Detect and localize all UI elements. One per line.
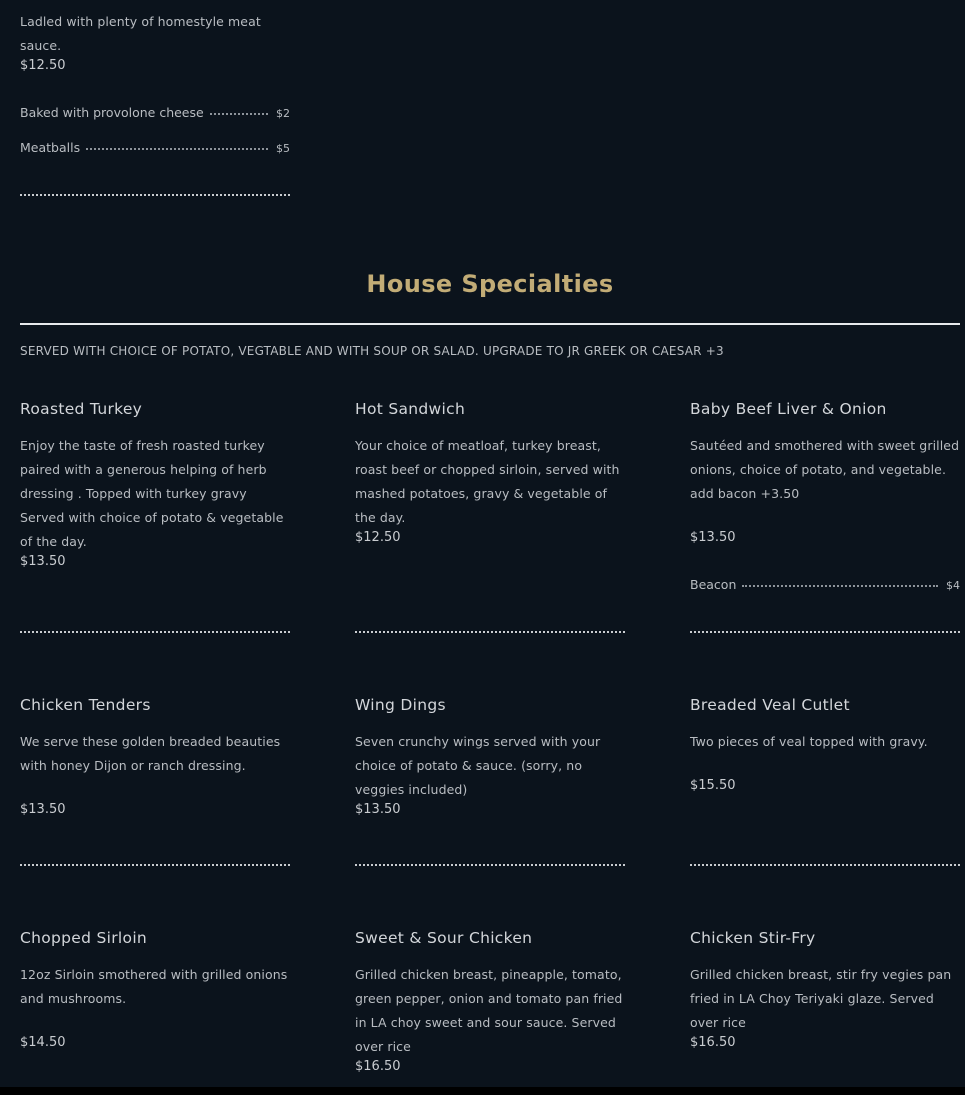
item-description: Two pieces of veal topped with gravy.: [690, 734, 928, 749]
item-price: $13.50: [20, 802, 66, 817]
item-price: $13.50: [355, 802, 401, 817]
item-description: Grilled chicken breast, stir fry vegies pan fried in LA Choy Teriyaki glaze. Served over rice: [690, 967, 952, 1030]
item-description: We serve these golden breaded beauties with honey Dijon or ranch dressing.: [20, 734, 281, 773]
item-description: Grilled chicken breast, pineapple, tomato, green pepper, onion and tomato pan fried in LA choy sweet and sour sauce. Served over rice: [355, 967, 623, 1054]
item-price: $13.50: [690, 530, 736, 545]
item-divider: [690, 864, 960, 866]
addon-label: Baked with provolone cheese: [20, 105, 204, 120]
item-price: $16.50: [355, 1059, 401, 1074]
item-divider: [690, 631, 960, 633]
dot-leader: [86, 148, 268, 150]
item-price: $16.50: [690, 1035, 736, 1050]
item-divider: [355, 864, 625, 866]
section-note: SERVED WITH CHOICE OF POTATO, VEGTABLE AND WITH SOUP OR SALAD. UPGRADE TO JR GREEK OR CAESAR +3: [20, 344, 724, 358]
section-title: House Specialties: [366, 270, 614, 298]
item-price: $12.50: [355, 530, 401, 545]
item-description: 12oz Sirloin smothered with grilled onions and mushrooms.: [20, 967, 288, 1006]
item-description: Seven crunchy wings served with your choice of potato & sauce. (sorry, no veggies included): [355, 734, 601, 797]
item-price: $14.50: [20, 1035, 66, 1050]
item-name: Wing Dings: [355, 696, 446, 714]
item-name: Chopped Sirloin: [20, 929, 148, 947]
item-name: Chicken Stir-Fry: [690, 929, 816, 947]
item-price: $15.50: [690, 778, 736, 793]
addon-label: Beacon: [690, 577, 737, 592]
addon-row: [20, 140, 290, 155]
dot-leader: [742, 585, 938, 587]
addon-price: $2: [276, 107, 290, 120]
addon-row: [690, 577, 960, 592]
top-item-description: Ladled with plenty of homestyle meat sauce.: [20, 14, 261, 53]
item-divider: [20, 864, 290, 866]
item-price: $13.50: [20, 554, 66, 569]
item-name: Chicken Tenders: [20, 696, 151, 714]
item-description: Your choice of meatloaf, turkey breast, roast beef or chopped sirloin, served with mashed potatoes, gravy & vegetable of the day.: [355, 438, 620, 525]
item-name: Sweet & Sour Chicken: [355, 929, 533, 947]
item-name: Breaded Veal Cutlet: [690, 696, 850, 714]
item-description: Sautéed and smothered with sweet grilled onions, choice of potato, and vegetable. add bacon +3.50: [690, 438, 960, 501]
item-name: Hot Sandwich: [355, 400, 466, 418]
top-item-price: $12.50: [20, 58, 66, 73]
item-divider: [355, 631, 625, 633]
addon-price: $4: [946, 579, 960, 592]
addon-price: $5: [276, 142, 290, 155]
item-divider: [20, 631, 290, 633]
item-divider: [20, 194, 290, 196]
addon-label: Meatballs: [20, 140, 81, 155]
item-name: Baby Beef Liver & Onion: [690, 400, 887, 418]
dot-leader: [210, 113, 268, 115]
bottom-edge: [0, 1087, 965, 1095]
item-name: Roasted Turkey: [20, 400, 143, 418]
section-divider: [20, 323, 960, 325]
item-description: Enjoy the taste of fresh roasted turkey paired with a generous helping of herb dressing . Topped with turkey gravy Served with choice of potato & vegetable of the day.: [20, 438, 284, 549]
addon-row: [20, 105, 290, 120]
